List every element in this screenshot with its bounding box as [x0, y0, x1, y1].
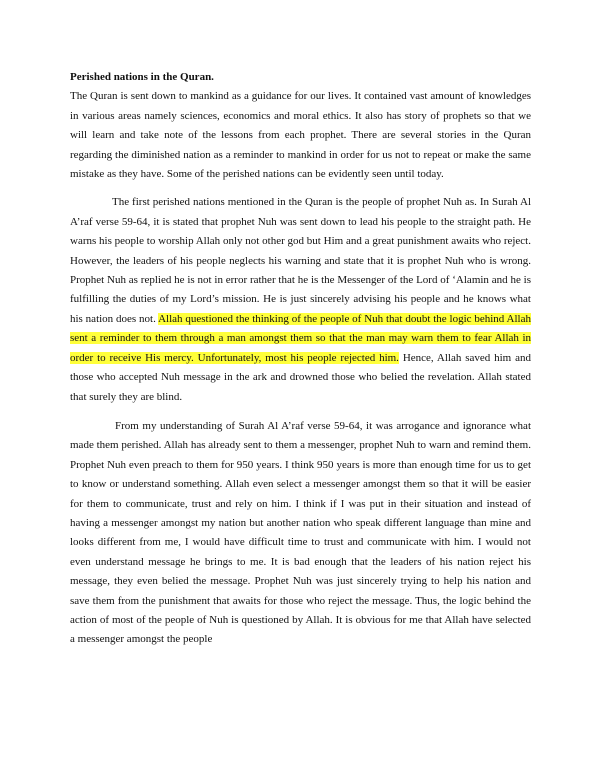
paragraph-intro: The Quran is sent down to mankind as a guidance for our lives. It contained vast amount of knowledges in various areas namely sciences, economics and moral ethics. It also has story of prophets so that we will learn and take note of the lessons from each prophet. There are several stories in the Quran regarding the diminished nation as a reminder to mankind in order for us not to repeat or make the same mistake as they have. Some of the perished nations can be evidently seen until today.	[70, 90, 531, 181]
paragraph-nuh-text: The first perished nations mentioned in the Quran is the people of prophet Nuh as. In Surah Al A’raf verse 59-64, it is stated that prophet Nuh was sent down to lead his people to the straight path. He warns his people to worship Allah only not other god but Him and a great punishment awaits who reject. However, the leaders of his people neglects his warning and state that it is prophet Nuh who is wrong. Prophet Nuh as replied he is not in error rather that he is the Messenger of the Lord of ‘Alamin and he is fulfilling the duties of my Lord’s mission. He is just sincerely advising his people and he knows what his nation does not.	[70, 196, 531, 325]
paragraph-nuh	[70, 193, 531, 406]
paragraph-understanding: From my understanding of Surah Al A’raf verse 59-64, it was arrogance and ignorance what made them perished. Allah has already sent to them a messenger, prophet Nuh to warn and remind them. Prophet Nuh even preach to them for 950 years. I think 950 years is more than enough time for us to get to know or understand something. Allah even select a messenger amongst them so that it will be easier for them to communicate, trust and rely on him. I think if I was put in their situation and instead of having a messenger amongst my nation but another nation who speak different language than mine and looks different from me, I would have difficult time to trust and communicate with him. I would not even understand message he brings to me. It is bad enough that the leaders of his nation reject his message, they even belied the message. Prophet Nuh was just sincerely trying to help his nation and save them from the punishment that awaits for those who reject the message. Thus, the logic behind the action of most of the people of Nuh is questioned by Allah. It is obvious for me that Allah have selected a messenger amongst the people	[70, 419, 531, 646]
document-title: Perished nations in the Quran.	[70, 71, 214, 83]
highlighted-text: Allah questioned the thinking of the people of Nuh that doubt the logic behind Allah sent a reminder to them through a man amongst them so that the man may warn them to fear Allah in order to receive His mercy. Unfortunately, most his people rejected him.	[70, 312, 531, 364]
paragraph-nuh-text-end: Hence, Allah saved him and those who accepted Nuh message in the ark and drowned those who belied the revelation. Allah stated that surely they are blind.	[70, 351, 531, 403]
document-body	[70, 60, 531, 650]
